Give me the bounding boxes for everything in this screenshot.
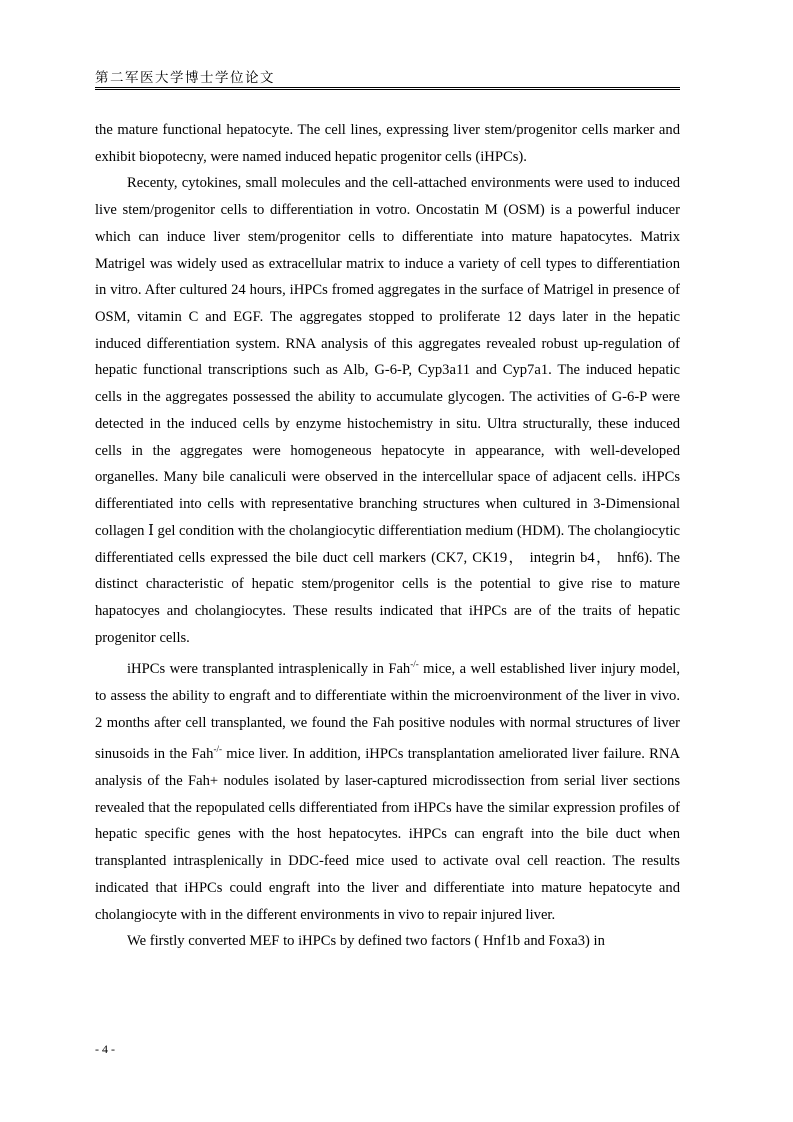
page-number: - 4 - xyxy=(95,1042,115,1056)
paragraph-1: the mature functional hepatocyte. The cell lines, expressing liver stem/progenitor cells marker and exhibit biopotecny, were named induced hepatic progenitor cells (iHPCs). xyxy=(95,122,680,165)
header-rule xyxy=(95,87,680,88)
paragraph-3-part-b: mice, a well established liver injury model, to assess the ability to engraft and to differentiate within the microenvironment of the liver in vivo. 2 months after cell transplanted, we found the Fah positive nodules with normal structures of liver sinusoids in the Fah xyxy=(95,661,680,763)
header-rule-thin xyxy=(95,89,680,90)
superscript-knockout: -/- xyxy=(213,744,222,755)
paragraph-3 xyxy=(95,651,680,928)
paragraph-2: Recenty, cytokines, small molecules and the cell-attached environments were used to induced live stem/progenitor cells to differentiation in votro. Oncostatin M (OSM) is a powerful inducer which can induce liver stem/progenitor cells to differentiate into mature hapatocytes. Matrix Matrigel was widely used as extracellular matrix to induce a variety of cell types to differentiation in vitro. After cultured 24 hours, iHPCs fromed aggregates in the surface of Matrigel in presence of OSM, vitamin C and EGF. The aggregates stopped to proliferate 12 days later in the hepatic induced differentiation system. RNA analysis of this aggregates revealed robust up-regulation of hepatic functional transcriptions such as Alb, G-6-P, Cyp3a11 and Cyp7a1. The induced hepatic cells in the aggregates possessed the ability to accumulate glycogen. The activities of G-6-P were detected in the induced cells by enzyme histochemistry in situ. Ultra structurally, these induced cells in the aggregates were homogeneous hepatocyte in appearance, with well-developed organelles. Many bile canaliculi were observed in the intercellular space of adjacent cells. iHPCs differentiated into cells with representative branching structures when cultured in 3-Dimensional collagen Ⅰ gel condition with the cholangiocytic differentiation medium (HDM). The cholangiocytic differentiated cells expressed the bile duct cell markers (CK7, CK19， integrin b4， hnf6). The distinct characteristic of hepatic stem/progenitor cells is the potential to give rise to mature hapatocyes and cholangiocytes. These results indicated that iHPCs are of the traits of hepatic progenitor cells. xyxy=(95,175,680,646)
paragraph-4: We firstly converted MEF to iHPCs by defined two factors ( Hnf1b and Foxa3) in xyxy=(127,933,605,950)
paragraph-3-part-a: iHPCs were transplanted intrasplenically in Fah xyxy=(127,661,411,678)
superscript-knockout: -/- xyxy=(410,659,419,670)
running-header: 第二军医大学博士学位论文 xyxy=(95,70,275,86)
body-text xyxy=(95,117,680,955)
paragraph-3-part-c: mice liver. In addition, iHPCs transplantation ameliorated liver failure. RNA analysis of the Fah+ nodules isolated by laser-captured microdissection from serial liver sections revealed that the repopulated cells differentiated from iHPCs have the similar expression profiles of hepatic specific genes with the host hepatocytes. iHPCs can engraft into the bile duct when transplanted intrasplenically in DDC-feed mice used to activate oval cell reaction. The results indicated that iHPCs could engraft into the liver and differentiate into mature hepatocyte and cholangiocyte with in the different environments in vivo to repair injured liver. xyxy=(95,746,680,923)
